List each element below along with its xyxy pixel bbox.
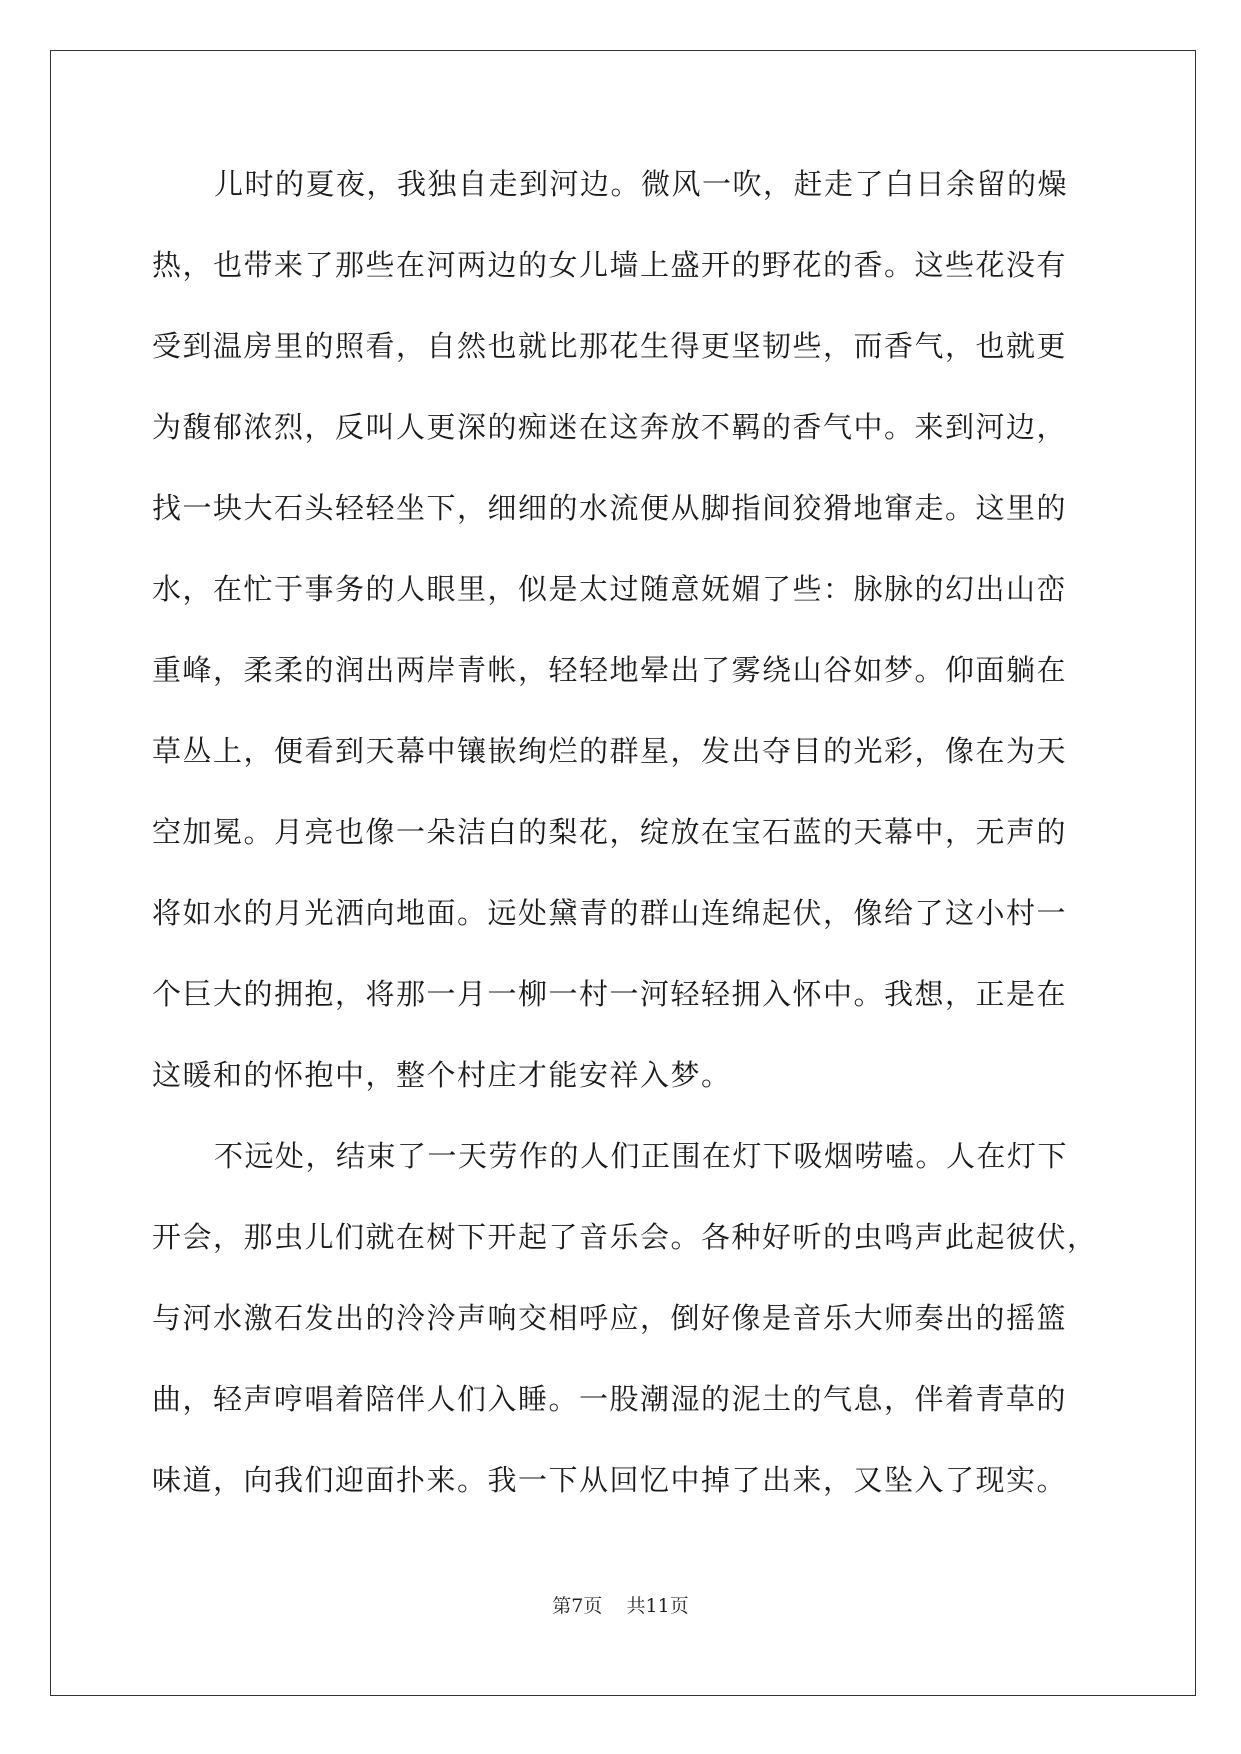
- text-line: 开会，那虫儿们就在树下开起了音乐会。各种好听的虫鸣声此起彼伏，: [152, 1220, 1098, 1254]
- text-line: 找一块大石头轻轻坐下，细细的水流便从脚指间狡猾地窜走。这里的: [152, 491, 1068, 525]
- text-line: 为馥郁浓烈，反叫人更深的痴迷在这奔放不羁的香气中。来到河边，: [152, 410, 1068, 444]
- page-footer: [0, 1591, 1241, 1618]
- text-line: 儿时的夏夜，我独自走到河边。微风一吹，赶走了白日余留的燥: [214, 167, 1069, 201]
- text-line: 水，在忙于事务的人眼里，似是太过随意妩媚了些：脉脉的幻出山峦: [152, 572, 1068, 606]
- text-line: 与河水激石发出的泠泠声响交相呼应，倒好像是音乐大师奏出的摇篮: [152, 1301, 1068, 1335]
- text-line: 空加冕。月亮也像一朵洁白的梨花，绽放在宝石蓝的天幕中，无声的: [152, 815, 1068, 849]
- text-line: 这暖和的怀抱中，整个村庄才能安祥入梦。: [152, 1058, 732, 1092]
- text-line: 将如水的月光洒向地面。远处黛青的群山连绵起伏，像给了这小村一: [152, 896, 1068, 930]
- text-line: 个巨大的拥抱，将那一月一柳一村一河轻轻拥入怀中。我想，正是在: [152, 977, 1068, 1011]
- text-line: 受到温房里的照看，自然也就比那花生得更坚韧些，而香气，也就更: [152, 329, 1068, 363]
- text-line: 味道，向我们迎面扑来。我一下从回忆中掉了出来，又坠入了现实。: [152, 1463, 1068, 1497]
- text-line: 热，也带来了那些在河两边的女儿墙上盛开的野花的香。这些花没有: [152, 248, 1068, 282]
- text-line: 重峰，柔柔的润出两岸青帐，轻轻地晕出了雾绕山谷如梦。仰面躺在: [152, 653, 1068, 687]
- page-total: 共11页: [626, 1595, 689, 1617]
- page-number: 第7页: [552, 1595, 603, 1617]
- text-line: 不远处，结束了一天劳作的人们正围在灯下吸烟唠嗑。人在灯下: [214, 1139, 1069, 1173]
- document-body: [152, 164, 1098, 1541]
- text-line: 曲，轻声哼唱着陪伴人们入睡。一股潮湿的泥土的气息，伴着青草的: [152, 1382, 1068, 1416]
- text-line: 草丛上，便看到天幕中镶嵌绚烂的群星，发出夺目的光彩，像在为天: [152, 734, 1068, 768]
